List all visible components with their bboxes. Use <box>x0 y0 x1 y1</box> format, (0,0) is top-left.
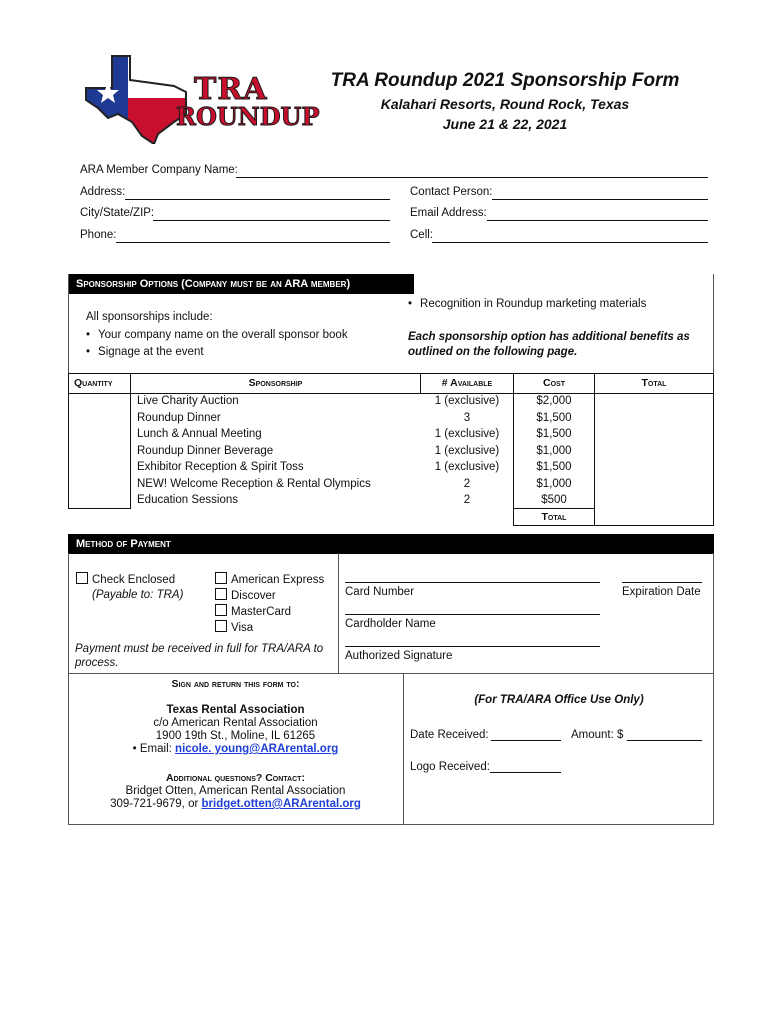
table-row <box>0 461 770 477</box>
card-option-mastercard[interactable] <box>215 604 324 620</box>
recognition-item: • Recognition in Roundup marketing materials <box>408 298 646 310</box>
include-item: • Signage at the event <box>86 344 348 361</box>
sponsorship-name: NEW! Welcome Reception & Rental Olympics <box>137 477 371 490</box>
sponsorship-available: 1 (exclusive) <box>434 395 500 407</box>
col-header-quantity: Quantity <box>74 377 113 389</box>
company-label: ARA Member Company Name: <box>80 164 238 176</box>
table-row <box>0 395 770 411</box>
event-dates: June 21 & 22, 2021 <box>442 116 568 132</box>
sponsorship-cost: $1,500 <box>536 461 572 473</box>
return-email-label: Email: <box>139 743 176 755</box>
col-header-cost: Cost <box>543 377 565 389</box>
recognition-list <box>408 298 646 310</box>
col-header-total: Total <box>641 377 667 389</box>
card-option-visa[interactable] <box>215 620 324 636</box>
sponsorship-options-bar: Sponsorship Options (Company must be an ARA member) <box>68 274 414 294</box>
sponsorship-available: 1 (exclusive) <box>434 428 500 440</box>
col-header-sponsorship: Sponsorship <box>248 377 303 389</box>
cardholder-field[interactable] <box>345 614 600 615</box>
card-label: Visa <box>231 622 254 634</box>
card-number-label: Card Number <box>345 586 415 598</box>
sponsorship-cost: $2,000 <box>536 395 572 407</box>
form-title: TRA Roundup 2021 Sponsorship Form <box>330 70 680 91</box>
return-care-of: c/o American Rental Association <box>153 717 318 729</box>
total-label: Total <box>541 511 567 523</box>
expiration-label: Expiration Date <box>622 586 701 598</box>
logo-text-tra: TRA <box>194 72 268 107</box>
card-label: MasterCard <box>231 606 292 618</box>
card-option-amex[interactable] <box>215 572 324 588</box>
cardholder-label: Cardholder Name <box>345 618 436 630</box>
return-street: 1900 19th St., Moline, IL 61265 <box>155 730 316 742</box>
includes-list <box>86 327 348 361</box>
card-number-field[interactable] <box>345 582 600 583</box>
sponsorship-cost: $1,500 <box>536 411 572 424</box>
card-label: Discover <box>231 590 276 602</box>
sponsorship-cost: $500 <box>541 494 567 506</box>
city-label: City/State/ZIP: <box>80 207 155 219</box>
include-item: • Your company name on the overall sponsor book <box>86 327 348 344</box>
payment-divider <box>338 553 339 673</box>
card-type-options <box>215 572 324 636</box>
check-enclosed-option[interactable] <box>76 572 175 586</box>
table-row <box>0 412 770 428</box>
sponsorship-name: Roundup Dinner Beverage <box>137 444 274 457</box>
check-enclosed-label: Check Enclosed <box>92 574 176 586</box>
sponsorship-available: 1 (exclusive) <box>434 444 500 457</box>
date-received-field[interactable] <box>491 740 561 741</box>
card-label: American Express <box>231 574 325 586</box>
contact-name: Bridget Otten, American Rental Association <box>125 785 346 797</box>
return-email-link[interactable]: nicole. young@ARArental.org <box>175 743 339 755</box>
sponsorship-cost: $1,000 <box>536 444 572 457</box>
mastercard-checkbox[interactable] <box>215 604 227 616</box>
sponsorship-available: 3 <box>463 411 471 424</box>
sponsorship-available: 2 <box>463 477 471 490</box>
benefits-note: Each sponsorship option has additional benefits as outlined on the following page. <box>408 331 690 358</box>
date-received-label: Date Received: <box>410 729 489 741</box>
table-row <box>0 478 770 494</box>
sponsorship-name: Lunch & Annual Meeting <box>137 428 262 440</box>
return-heading: Sign and return this form to: <box>171 678 300 690</box>
check-enclosed-checkbox[interactable] <box>76 572 88 584</box>
discover-checkbox[interactable] <box>215 588 227 600</box>
address-field[interactable] <box>125 199 390 200</box>
cell-label: Cell: <box>410 229 434 241</box>
amount-label: Amount: $ <box>571 729 624 741</box>
return-org: Texas Rental Association <box>166 704 305 716</box>
contact-person-label: Contact Person: <box>410 186 493 198</box>
expiration-field[interactable] <box>622 582 702 583</box>
amount-field[interactable] <box>627 740 702 741</box>
card-option-discover[interactable] <box>215 588 324 604</box>
return-email-line: • Email: nicole. young@ARArental.org <box>132 743 339 755</box>
sponsorship-available: 1 (exclusive) <box>434 461 500 473</box>
contact-email-link[interactable]: bridget.otten@ARArental.org <box>201 798 361 810</box>
signature-field[interactable] <box>345 646 600 647</box>
sponsorship-name: Education Sessions <box>137 494 239 506</box>
address-label: Address: <box>80 186 126 198</box>
table-row <box>0 428 770 444</box>
visa-checkbox[interactable] <box>215 620 227 632</box>
sponsorship-cost: $1,000 <box>536 477 572 490</box>
sponsorship-name: Exhibitor Reception & Spirit Toss <box>137 461 304 473</box>
sponsorship-cost: $1,500 <box>536 428 572 440</box>
amex-checkbox[interactable] <box>215 572 227 584</box>
city-field[interactable] <box>153 220 390 221</box>
table-row <box>0 445 770 461</box>
contact-phone: 309-721-9679, or <box>110 798 202 810</box>
sponsorship-name: Live Charity Auction <box>137 395 239 407</box>
contact-line <box>68 798 403 810</box>
payment-note: Payment must be received in full for TRA/ARA to process. <box>75 643 324 669</box>
sponsorship-name: Roundup Dinner <box>137 411 221 424</box>
signature-label: Authorized Signature <box>345 650 453 662</box>
col-header-available: # Available <box>441 377 493 389</box>
company-field[interactable] <box>236 177 708 178</box>
payment-bar: Method of Payment <box>68 534 714 554</box>
email-field[interactable] <box>487 220 708 221</box>
tra-roundup-logo <box>82 52 320 142</box>
table-row <box>0 494 770 510</box>
office-use-heading: (For TRA/ARA Office Use Only) <box>474 694 644 706</box>
phone-label: Phone: <box>80 229 117 241</box>
includes-heading: All sponsorships include: <box>86 311 213 323</box>
contact-person-field[interactable] <box>492 199 708 200</box>
venue-subtitle: Kalahari Resorts, Round Rock, Texas <box>380 96 630 112</box>
sponsorship-available: 2 <box>463 494 471 506</box>
logo-received-field[interactable] <box>490 772 561 773</box>
payable-note: (Payable to: TRA) <box>92 589 184 601</box>
questions-heading: Additional questions? Contact: <box>166 772 305 784</box>
cell-field[interactable] <box>432 242 708 243</box>
logo-text-roundup: ROUNDUP <box>176 102 320 131</box>
phone-field[interactable] <box>116 242 390 243</box>
email-label: Email Address: <box>410 207 487 219</box>
logo-received-label: Logo Received: <box>410 761 490 773</box>
